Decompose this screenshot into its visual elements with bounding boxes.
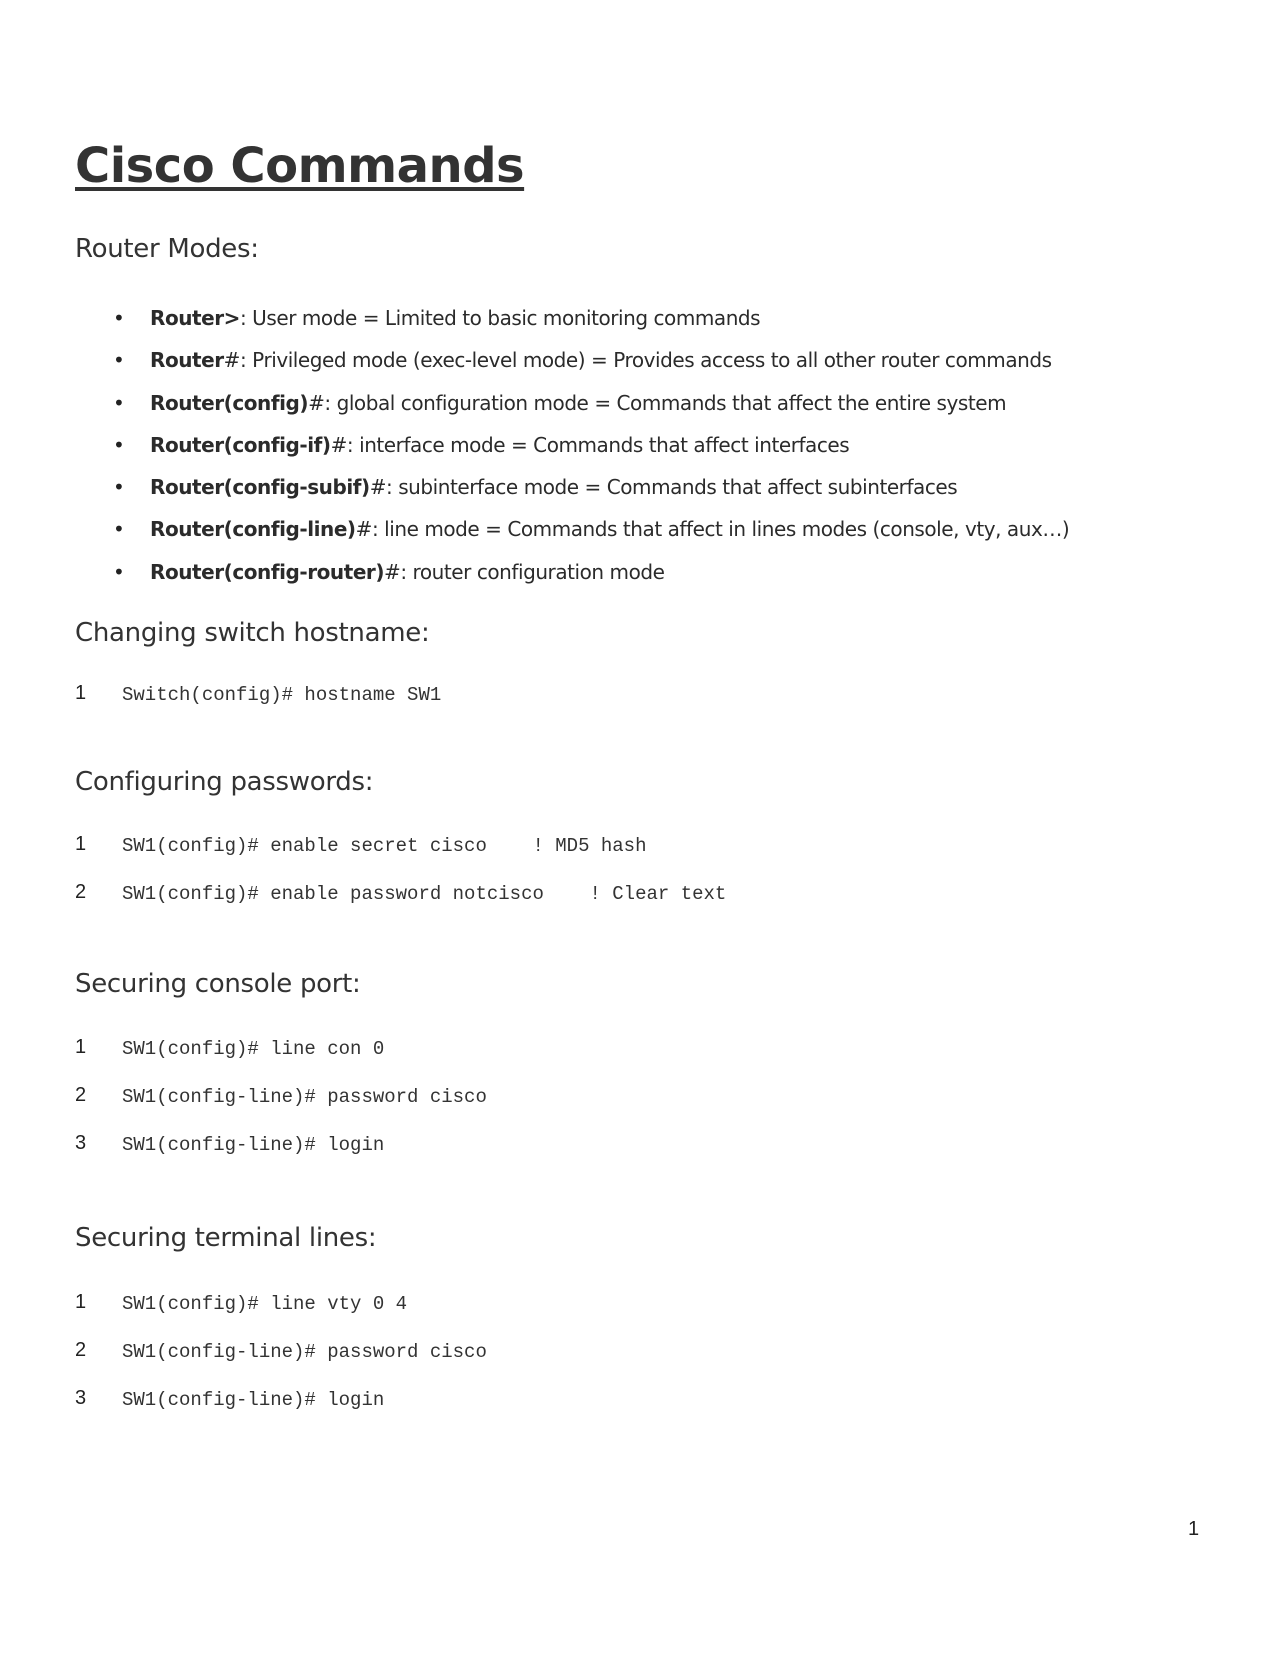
code-text: SW1(config)# line con 0 (122, 1038, 385, 1060)
mode-prompt-suffix: # (369, 475, 386, 500)
bullet-icon: • (113, 432, 125, 457)
bullet-icon: • (113, 559, 125, 584)
mode-description: : Privileged mode (exec-level mode) = Provides access to all other router commands (239, 348, 1052, 373)
list-item (75, 385, 1215, 427)
mode-prompt: Router (150, 348, 224, 373)
terminal-heading: Securing terminal lines: (75, 1223, 377, 1253)
list-item (75, 300, 1215, 342)
list-item (75, 511, 1215, 553)
mode-prompt: Router(config-subif) (150, 475, 370, 500)
code-text: Switch(config)# hostname SW1 (122, 684, 442, 706)
code-text: SW1(config-line)# password cisco (122, 1086, 487, 1108)
list-item (75, 427, 1215, 469)
bullet-icon: • (113, 306, 125, 330)
mode-prompt-suffix: # (355, 517, 372, 542)
list-item (75, 554, 1215, 596)
bullet-icon: • (113, 475, 125, 500)
console-heading: Securing console port: (75, 969, 361, 999)
mode-prompt-suffix: # (384, 559, 401, 584)
code-text: SW1(config-line)# login (122, 1134, 385, 1156)
code-text: SW1(config)# line vty 0 4 (122, 1293, 408, 1315)
page-title: Cisco Commands (75, 138, 525, 194)
code-text: SW1(config)# enable secret cisco ! MD5 hash (122, 835, 647, 857)
mode-prompt: Router(config-if) (150, 432, 331, 457)
mode-description: : line mode = Commands that affect in lines modes (console, vty, aux…) (371, 517, 1070, 542)
line-number: 2 (75, 881, 87, 903)
passwords-heading: Configuring passwords: (75, 767, 374, 797)
mode-prompt: Router(config-router) (150, 559, 385, 584)
router-modes-heading: Router Modes: (75, 234, 259, 264)
mode-description: : router configuration mode (400, 559, 665, 584)
mode-prompt: Router(config) (150, 390, 309, 415)
line-number: 1 (75, 1036, 87, 1058)
mode-description: : subinterface mode = Commands that affect subinterfaces (386, 475, 958, 500)
mode-description: : global configuration mode = Commands that affect the entire system (324, 390, 1007, 415)
mode-prompt: Router> (150, 306, 240, 330)
line-number: 1 (75, 1291, 87, 1313)
line-number: 2 (75, 1339, 87, 1361)
hostname-heading: Changing switch hostname: (75, 618, 430, 648)
line-number: 3 (75, 1132, 87, 1154)
mode-prompt-suffix: # (330, 432, 347, 457)
list-item (75, 469, 1215, 511)
mode-description: : User mode = Limited to basic monitoring commands (239, 306, 761, 330)
line-number: 1 (75, 682, 87, 704)
router-modes-list (75, 300, 1215, 596)
code-text: SW1(config-line)# login (122, 1389, 385, 1411)
mode-description: : interface mode = Commands that affect interfaces (346, 432, 850, 457)
code-text: SW1(config)# enable password notcisco ! Clear text (122, 883, 727, 905)
bullet-icon: • (113, 348, 125, 373)
line-number: 1 (75, 833, 87, 855)
list-item (75, 342, 1215, 384)
mode-prompt-suffix: # (308, 390, 325, 415)
bullet-icon: • (113, 390, 125, 415)
line-number: 3 (75, 1387, 87, 1409)
code-text: SW1(config-line)# password cisco (122, 1341, 487, 1363)
mode-prompt-suffix: # (223, 348, 240, 373)
bullet-icon: • (113, 517, 125, 542)
mode-prompt: Router(config-line) (150, 517, 356, 542)
page-number: 1 (1188, 1518, 1200, 1540)
line-number: 2 (75, 1084, 87, 1106)
